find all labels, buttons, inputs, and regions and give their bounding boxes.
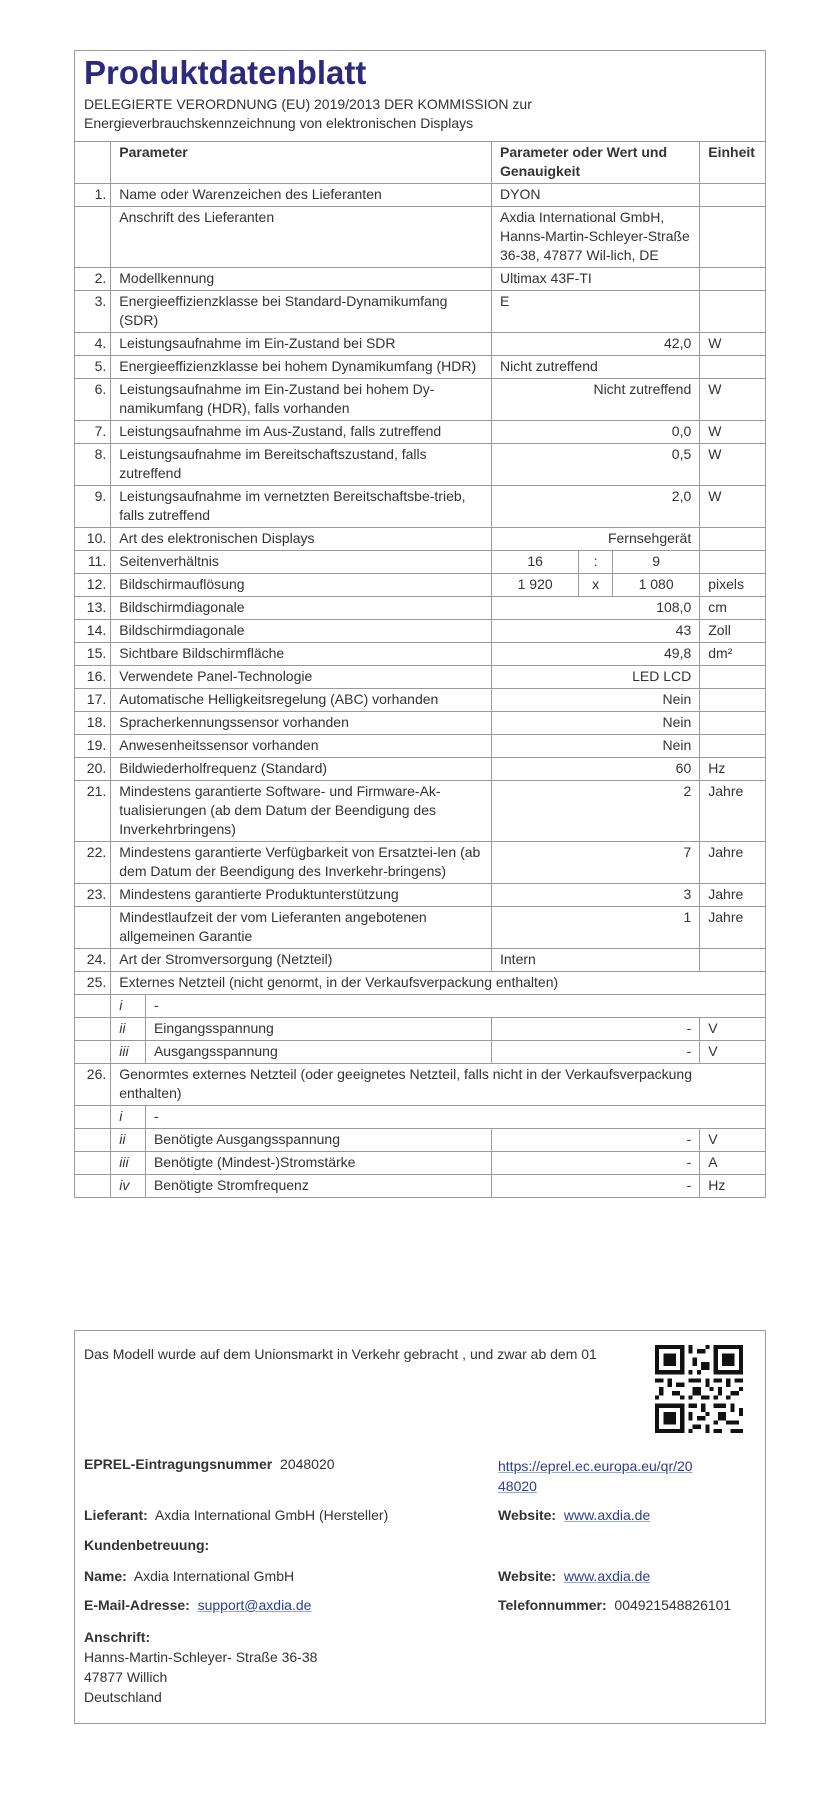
row-number: 10. <box>75 528 111 551</box>
row-number: 22. <box>75 842 111 884</box>
table-row <box>75 884 765 907</box>
sub-row-index: ii <box>111 1018 146 1041</box>
website-label: Website: <box>498 1507 557 1523</box>
row-unit <box>700 551 765 574</box>
table-row <box>75 356 765 379</box>
row-number <box>75 907 111 949</box>
row-value: 1 <box>492 907 700 949</box>
sub-row <box>75 1018 765 1041</box>
row-value: 42,0 <box>492 333 700 356</box>
row-unit: dm² <box>700 643 765 666</box>
page-title: Produktdatenblatt <box>84 54 367 91</box>
service-website-line <box>498 1568 650 1584</box>
row-unit <box>700 268 765 291</box>
row-value: Nicht zutreffend <box>492 379 700 421</box>
row-label: Name oder Warenzeichen des Lieferanten <box>111 184 492 207</box>
row-unit: W <box>700 421 765 444</box>
address-label: Anschrift: <box>84 1629 151 1645</box>
eprel-registration <box>84 1456 335 1472</box>
table-row <box>75 842 765 884</box>
row-label: Verwendete Panel-Technologie <box>111 666 492 689</box>
table-row <box>75 551 765 574</box>
table-row <box>75 291 765 333</box>
row-label: Bildschirmdiagonale <box>111 597 492 620</box>
row-number: 19. <box>75 735 111 758</box>
row-unit: W <box>700 333 765 356</box>
row-label: Bildschirmdiagonale <box>111 620 492 643</box>
table-row <box>75 486 765 528</box>
row-value: Nein <box>492 712 700 735</box>
row-number: 4. <box>75 333 111 356</box>
sub-row-index: i <box>111 1106 146 1129</box>
table-row <box>75 207 765 268</box>
eprel-link[interactable] <box>498 1456 693 1496</box>
sub-row <box>75 1129 765 1152</box>
row-number: 16. <box>75 666 111 689</box>
row-number: 15. <box>75 643 111 666</box>
row-number: 13. <box>75 597 111 620</box>
row-number: 6. <box>75 379 111 421</box>
table-row <box>75 421 765 444</box>
row-unit <box>700 735 765 758</box>
row-label: Mindestlaufzeit der vom Lieferanten angebotenen allgemeinen Garantie <box>111 907 492 949</box>
sub-row-unit: Hz <box>700 1175 765 1198</box>
row-label: Art der Stromversorgung (Netzteil) <box>111 949 492 972</box>
table-row <box>75 949 765 972</box>
row-number: 17. <box>75 689 111 712</box>
row-unit: Hz <box>700 758 765 781</box>
table-row <box>75 689 765 712</box>
regulation-line-2: Energieverbrauchskennzeichnung von elektronischen Displays <box>84 115 474 131</box>
sub-row-unit: A <box>700 1152 765 1175</box>
table-row <box>75 643 765 666</box>
sub-row <box>75 1106 765 1129</box>
sub-row-value: - <box>492 1152 700 1175</box>
address-city: 47877 Willich <box>84 1669 168 1685</box>
table-row <box>75 620 765 643</box>
eprel-link-part-1[interactable]: https://eprel.ec.europa.eu/qr/20 <box>498 1458 693 1474</box>
table-row <box>75 184 765 207</box>
aspect-separator: : <box>579 551 613 574</box>
row-label: Leistungsaufnahme im Ein-Zustand bei hohem Dy-namikumfang (HDR), falls vorhanden <box>111 379 492 421</box>
column-header-unit: Einheit <box>700 142 765 184</box>
sub-row-unit: V <box>700 1129 765 1152</box>
row-label: Energieeffizienzklasse bei hohem Dynamikumfang (HDR) <box>111 356 492 379</box>
resolution-separator: x <box>579 574 613 597</box>
eprel-label: EPREL-Eintragungsnummer <box>84 1456 273 1472</box>
row-unit: cm <box>700 597 765 620</box>
row-number: 9. <box>75 486 111 528</box>
sub-row <box>75 1175 765 1198</box>
sub-row <box>75 1152 765 1175</box>
parameter-table <box>75 142 765 1197</box>
row-unit: W <box>700 444 765 486</box>
table-row <box>75 379 765 421</box>
table-row <box>75 735 765 758</box>
website-link[interactable]: www.axdia.de <box>563 1507 651 1523</box>
row-number: 8. <box>75 444 111 486</box>
row-value: LED LCD <box>492 666 700 689</box>
sub-row <box>75 1041 765 1064</box>
sub-row-label: - <box>145 995 765 1018</box>
row-unit: Zoll <box>700 620 765 643</box>
row-label: Leistungsaufnahme im vernetzten Bereitschaftsbe-trieb, falls zutreffend <box>111 486 492 528</box>
row-label: Modellkennung <box>111 268 492 291</box>
sub-row-label: Eingangsspannung <box>145 1018 491 1041</box>
row-unit <box>700 184 765 207</box>
row-number: 26. <box>75 1064 111 1106</box>
row-unit <box>700 356 765 379</box>
aspect-height-value: 9 <box>612 551 699 574</box>
row-value: Fernsehgerät <box>492 528 700 551</box>
row-label: Sichtbare Bildschirmfläche <box>111 643 492 666</box>
table-row <box>75 758 765 781</box>
row-value: DYON <box>492 184 700 207</box>
row-unit: Jahre <box>700 907 765 949</box>
website-label: Website: <box>498 1568 557 1584</box>
sub-row-unit: V <box>700 1018 765 1041</box>
row-value: 2,0 <box>492 486 700 528</box>
row-label: Automatische Helligkeitsregelung (ABC) vorhanden <box>111 689 492 712</box>
row-value: 7 <box>492 842 700 884</box>
phone-line <box>498 1597 731 1613</box>
product-datasheet <box>74 50 766 1198</box>
sub-row-label: Ausgangsspannung <box>145 1041 491 1064</box>
row-unit <box>700 689 765 712</box>
row-unit: Jahre <box>700 781 765 842</box>
row-label: Anwesenheitssensor vorhanden <box>111 735 492 758</box>
row-label: Leistungsaufnahme im Aus-Zustand, falls zutreffend <box>111 421 492 444</box>
sub-row-value: - <box>492 1129 700 1152</box>
supplier-info-box <box>74 1330 766 1724</box>
sub-row-label: Benötigte Stromfrequenz <box>145 1175 491 1198</box>
eprel-link-part-2[interactable]: 48020 <box>498 1478 537 1494</box>
row-number <box>75 207 111 268</box>
row-value: 0,0 <box>492 421 700 444</box>
table-row <box>75 666 765 689</box>
sub-row-index: i <box>111 995 146 1018</box>
row-value: 0,5 <box>492 444 700 486</box>
row-value: 3 <box>492 884 700 907</box>
sub-row-index: ii <box>111 1129 146 1152</box>
row-unit <box>700 666 765 689</box>
table-row <box>75 333 765 356</box>
sub-row-value: - <box>492 1041 700 1064</box>
sub-row <box>75 995 765 1018</box>
website-link[interactable]: www.axdia.de <box>563 1568 651 1584</box>
row-label: Leistungsaufnahme im Ein-Zustand bei SDR <box>111 333 492 356</box>
sub-row-index: iii <box>111 1152 146 1175</box>
row-unit: pixels <box>700 574 765 597</box>
row-label: Leistungsaufnahme im Bereitschaftszustand, falls zutreffend <box>111 444 492 486</box>
row-value: Nein <box>492 735 700 758</box>
name-value: Axdia International GmbH <box>133 1568 295 1584</box>
row-unit <box>700 207 765 268</box>
column-header-value: Parameter oder Wert und Genauigkeit <box>492 142 700 184</box>
row-label: Bildwiederholfrequenz (Standard) <box>111 758 492 781</box>
table-row <box>75 972 765 995</box>
row-label: Anschrift des Lieferanten <box>111 207 492 268</box>
sub-row-value: - <box>492 1018 700 1041</box>
row-number: 20. <box>75 758 111 781</box>
email-link[interactable]: support@axdia.de <box>197 1597 312 1613</box>
row-value: Nicht zutreffend <box>492 356 700 379</box>
row-label: Bildschirmauflösung <box>111 574 492 597</box>
row-number: 2. <box>75 268 111 291</box>
row-value: E <box>492 291 700 333</box>
table-row <box>75 907 765 949</box>
row-number: 12. <box>75 574 111 597</box>
table-row <box>75 268 765 291</box>
table-row <box>75 597 765 620</box>
row-value: Nein <box>492 689 700 712</box>
customer-service-heading: Kundenbetreuung: <box>84 1537 210 1553</box>
row-number: 18. <box>75 712 111 735</box>
column-header-parameter: Parameter <box>111 142 492 184</box>
phone-label: Telefonnummer: <box>498 1597 607 1613</box>
service-name-line <box>84 1568 294 1584</box>
row-label: Spracherkennungssensor vorhanden <box>111 712 492 735</box>
row-label: Art des elektronischen Displays <box>111 528 492 551</box>
sub-row-index: iii <box>111 1041 146 1064</box>
table-row <box>75 781 765 842</box>
row-value: 43 <box>492 620 700 643</box>
row-unit <box>700 528 765 551</box>
row-number: 24. <box>75 949 111 972</box>
row-label: Energieeffizienzklasse bei Standard-Dynamikumfang (SDR) <box>111 291 492 333</box>
row-unit: Jahre <box>700 842 765 884</box>
email-label: E-Mail-Adresse: <box>84 1597 190 1613</box>
row-number: 1. <box>75 184 111 207</box>
datasheet-header <box>75 51 765 142</box>
row-unit: W <box>700 486 765 528</box>
supplier-value: Axdia International GmbH (Hersteller) <box>154 1507 389 1523</box>
row-unit: W <box>700 379 765 421</box>
market-placement-text: Das Modell wurde auf dem Unionsmarkt in Verkehr gebracht , und zwar ab dem 01 <box>84 1346 597 1362</box>
row-label: Seitenverhältnis <box>111 551 492 574</box>
regulation-line-1: DELEGIERTE VERORDNUNG (EU) 2019/2013 DER KOMMISSION zur <box>84 96 532 112</box>
email-line <box>84 1597 311 1613</box>
sub-row-label: Benötigte Ausgangsspannung <box>145 1129 491 1152</box>
row-label: Mindestens garantierte Verfügbarkeit von Ersatztei-len (ab dem Datum der Beendigung des Inverkehr-bringens) <box>111 842 492 884</box>
row-value: Intern <box>492 949 700 972</box>
row-value: Axdia International GmbH, Hanns-Martin-Schleyer-Straße 36-38, 47877 Wil-lich, DE <box>492 207 700 268</box>
row-number: 21. <box>75 781 111 842</box>
row-number: 14. <box>75 620 111 643</box>
table-row <box>75 574 765 597</box>
row-number: 3. <box>75 291 111 333</box>
row-unit <box>700 949 765 972</box>
supplier-label: Lieferant: <box>84 1507 148 1523</box>
row-value: Ultimax 43F-TI <box>492 268 700 291</box>
row-label: Genormtes externes Netzteil (oder geeignetes Netzteil, falls nicht in der Verkaufsverpackung enthalten) <box>111 1064 765 1106</box>
sub-row-value: - <box>492 1175 700 1198</box>
row-number: 23. <box>75 884 111 907</box>
aspect-width-value: 16 <box>492 551 579 574</box>
row-value: 60 <box>492 758 700 781</box>
row-number: 25. <box>75 972 111 995</box>
table-row <box>75 528 765 551</box>
row-unit: Jahre <box>700 884 765 907</box>
table-row <box>75 712 765 735</box>
table-row <box>75 1064 765 1106</box>
supplier-website-line <box>498 1507 650 1523</box>
address-street: Hanns-Martin-Schleyer- Straße 36-38 <box>84 1649 318 1665</box>
row-label: Externes Netzteil (nicht genormt, in der Verkaufsverpackung enthalten) <box>111 972 765 995</box>
sub-row-unit: V <box>700 1041 765 1064</box>
table-header-row <box>75 142 765 184</box>
qr-code-icon[interactable] <box>655 1345 743 1433</box>
row-number: 7. <box>75 421 111 444</box>
supplier-line <box>84 1507 388 1523</box>
sub-row-label: Benötigte (Mindest-)Stromstärke <box>145 1152 491 1175</box>
row-value: 49,8 <box>492 643 700 666</box>
sub-row-index: iv <box>111 1175 146 1198</box>
resolution-width-value: 1 920 <box>492 574 579 597</box>
row-label: Mindestens garantierte Software- und Firmware-Ak-tualisierungen (ab dem Datum der Beendigung des Inverkehrbringens) <box>111 781 492 842</box>
row-unit <box>700 291 765 333</box>
sub-row-label: - <box>145 1106 765 1129</box>
row-number: 5. <box>75 356 111 379</box>
row-number: 11. <box>75 551 111 574</box>
name-label: Name: <box>84 1568 127 1584</box>
row-value: 108,0 <box>492 597 700 620</box>
table-row <box>75 444 765 486</box>
phone-value: 004921548826101 <box>614 1597 732 1613</box>
resolution-height-value: 1 080 <box>612 574 699 597</box>
eprel-number: 2048020 <box>280 1456 335 1472</box>
row-label: Mindestens garantierte Produktunterstützung <box>111 884 492 907</box>
row-unit <box>700 712 765 735</box>
row-value: 2 <box>492 781 700 842</box>
address-country: Deutschland <box>84 1689 162 1705</box>
